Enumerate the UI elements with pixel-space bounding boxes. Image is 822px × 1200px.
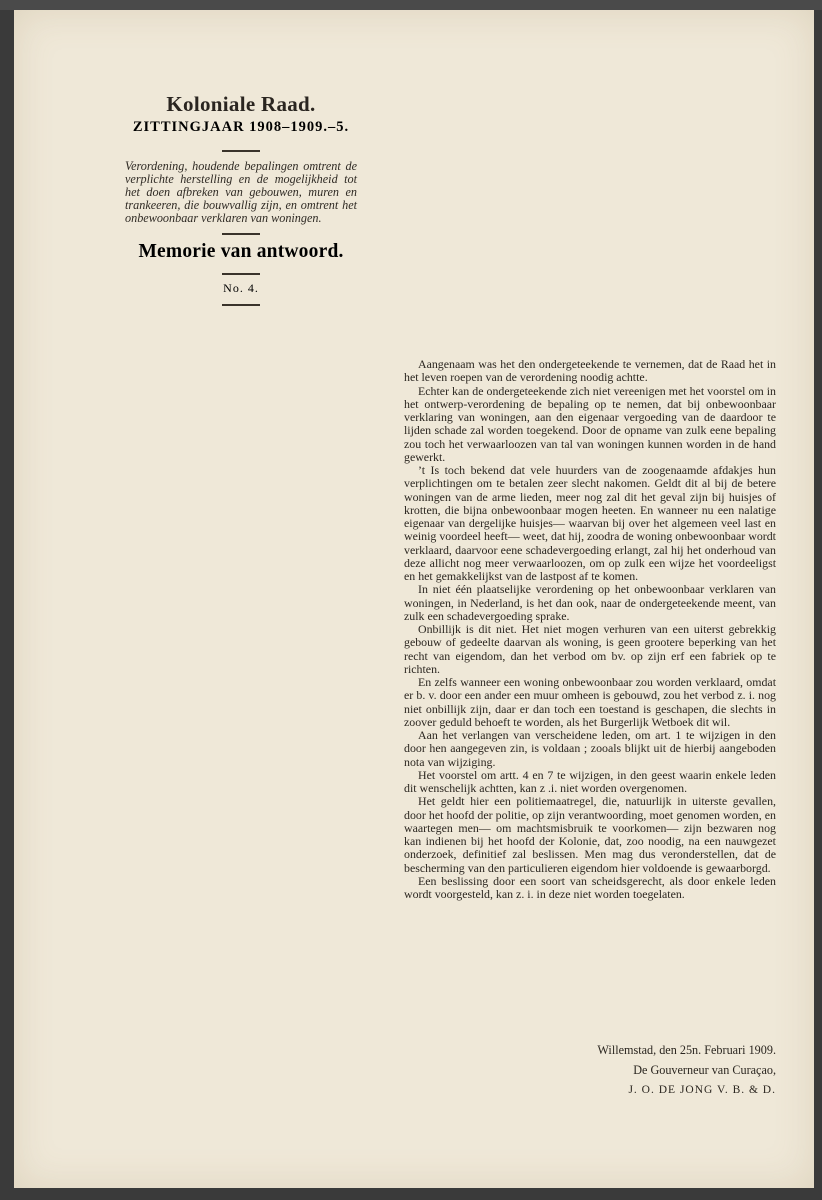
paragraph: Een beslissing door een soort van scheidsgerecht, als door enkele leden wordt voorgesteld, kan z. i. in deze niet worden toegelaten. xyxy=(404,873,776,901)
paragraph: Echter kan de ondergeteekende zich niet vereenigen met het voorstel om in het ontwerp-verordening de bepaling op te nemen, dat bij onbewoonbaar verklaring van woningen, aan den eigenaar vergoeding van de daardoor te lijden schade zal worden toegekend. Door de opname van zulk eene bepaling zou toch het verwaarloozen van tal van woningen kunnen worden in de hand gewerkt. xyxy=(404,383,776,464)
session-year: ZITTINGJAAR 1908–1909.–5. xyxy=(132,119,350,135)
paragraph: Aangenaam was het den ondergeteekende te vernemen, dat de Raad het in het leven roepen van de verordening noodig achtte. xyxy=(404,357,776,385)
signature: J. O. DE JONG V. B. & D. xyxy=(628,1084,776,1096)
paragraph: En zelfs wanneer een woning onbewoonbaar zou worden verklaard, omdat er b. v. door een ander een muur omheen is gebouwd, zou het verbod z. i. nog niet onbillijk zijn, daar er dan toch een toestand is geschapen, die slechts in zoover geduld behoeft te worden, als het Burgerlijk Wetboek dit wil. xyxy=(404,675,776,729)
council-title: Koloniale Raad. xyxy=(166,92,316,116)
paragraph: ’t Is toch bekend dat vele huurders van de zoogenaamde afdakjes hun verplichtingen om te betalen zeer slecht nakomen. Geldt dit al bij de betere woningen van de arme lieden, meer nog zal dit het geval zijn bij huisjes of krotten, die bijna onbewoonbaar mogen heeten. En wanneer nu een nalatige eigenaar van dergelijke huisjes— waarvan bij over het algemeen veel last en weinig voordeel heeft— weet, dat hij, zoodra de woning onbewoonbaar wordt verklaard, daarvoor eene schadevergoeding erlangt, zal hij het onderhoud van deze allicht nog meer verwaarloozen, om op zulk een wijze het voordeeligst en het gemakkelijkst van de lastpost af te komen. xyxy=(404,463,776,583)
paragraph: Onbillijk is dit niet. Het niet mogen verhuren van een uiterst gebrekkig gebouw of gedeelte daarvan als woning, is geen grootere beperking van het recht van eigendom, dan het verbod om bv. op zijn erf een fabriek op te richten. xyxy=(404,622,776,676)
paragraph: Aan het verlangen van verscheidene leden, om art. 1 te wijzigen in den door hen aangegeven zin, is voldaan ; zooals blijkt uit de hierbij aangeboden nota van wijziging. xyxy=(404,728,776,769)
paragraph: Het geldt hier een politiemaatregel, die, natuurlijk in uiterste gevallen, door het hoofd der politie, op zijn verantwoording, moet genomen worden, en waartegen men— om machtsmisbruik te voorkomen— zijn bezwaren nog kan indienen bij het hoofd der Kolonie, dat, zoo noodig, na een nauwgezet onderzoek, definitief zal beslissen. Men mag dus veronderstellen, dat de bescherming van den particulieren eigendom hier voldoende is gewaarborgd. xyxy=(404,794,776,875)
closing-date: Willemstad, den 25n. Februari 1909. xyxy=(597,1043,776,1057)
document-number: No. 4. xyxy=(223,281,259,295)
divider xyxy=(222,150,260,152)
document-header xyxy=(118,90,364,306)
paragraph: In niet één plaatselijke verordening op het onbewoonbaar verklaren van woningen, in Nederland, is het dan ook, naar de ondergeteekende meent, van zulk een schadevergoeding sprake. xyxy=(404,582,776,623)
document-type-heading: Memorie van antwoord. xyxy=(138,241,344,262)
divider xyxy=(222,273,260,275)
divider xyxy=(222,304,260,306)
memorandum-body xyxy=(404,358,776,901)
divider xyxy=(222,233,260,235)
scan-top-edge xyxy=(0,0,822,10)
paragraph: Het voorstel om artt. 4 en 7 te wijzigen, in den geest waarin enkele leden dit wenschelijk achtten, kan z .i. niet worden overgenomen. xyxy=(404,767,776,795)
closing-office: De Gouverneur van Curaçao, xyxy=(633,1063,776,1077)
ordinance-subject: Verordening, houdende bepalingen omtrent de verplichte herstelling en de mogelijkheid tot het doen afbreken van gebouwen, muren en trankeeren, die bouwvallig zijn, en omtrent het onbewoonbaar verklaren van woningen. xyxy=(125,159,357,225)
